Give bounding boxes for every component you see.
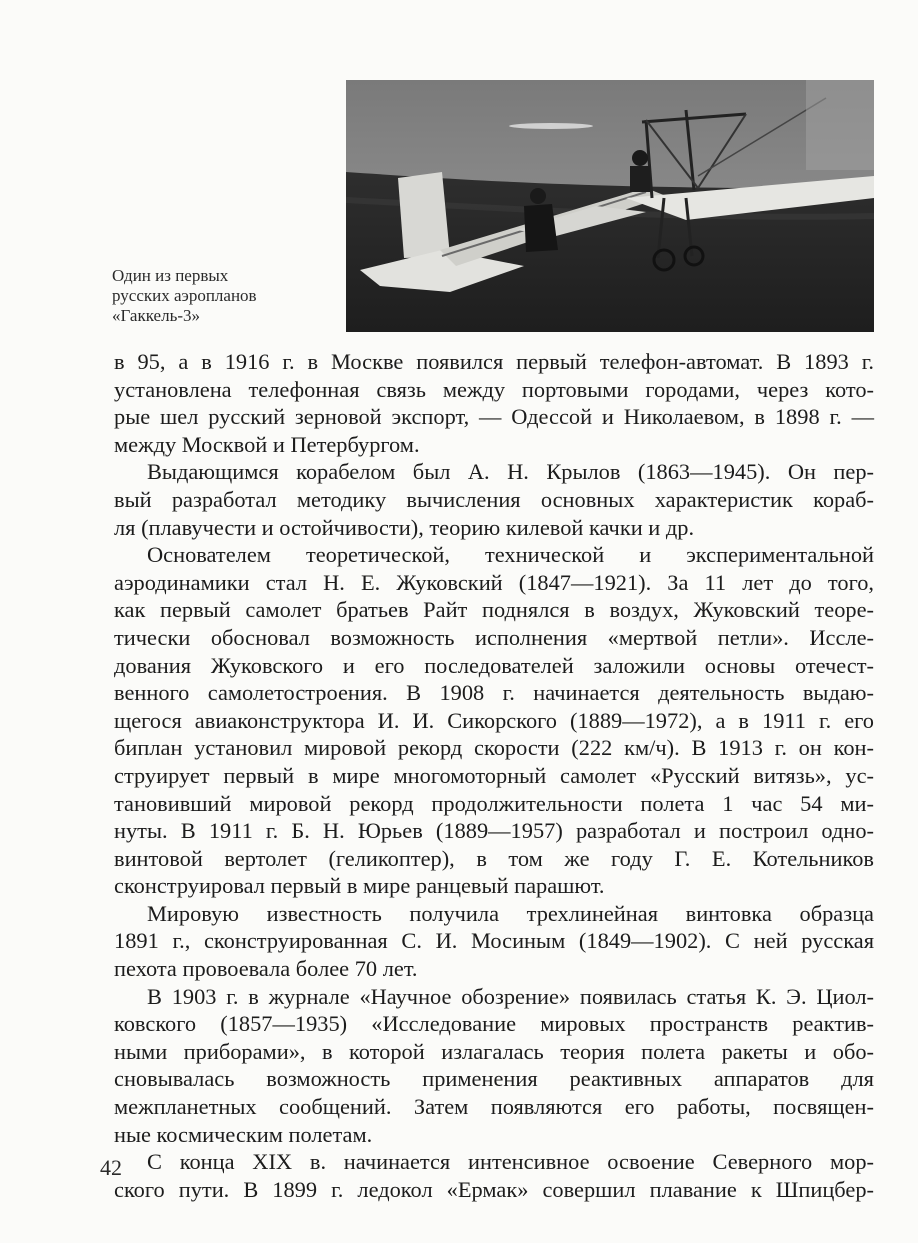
photo-caption — [112, 266, 342, 326]
text-line: как первый самолет братьев Райт поднялся в воздух, Жуковский теоре- — [114, 597, 874, 623]
text-line: Основателем теоретической, технической и экспериментальной — [147, 542, 874, 568]
text-line: биплан установил мировой рекорд скорости (222 км/ч). В 1913 г. он кон- — [114, 735, 874, 761]
text-line: между Москвой и Петербургом. — [114, 431, 420, 457]
text-line: ковского (1857—1935) «Исследование мировых пространств реактив- — [114, 1011, 874, 1037]
text-line: Мировую известность получила трехлинейная винтовка образца — [147, 900, 874, 926]
text-line: винтовой вертолет (геликоптер), в том же году Г. Е. Котельников — [114, 845, 874, 871]
text-line: межпланетных сообщений. Затем появляются его работы, посвящен- — [114, 1094, 874, 1120]
text-line: ля (плавучести и остойчивости), теорию килевой качки и др. — [114, 514, 695, 540]
paragraph — [114, 458, 874, 541]
text-line: щегося авиаконструктора И. И. Сикорского (1889—1972), а в 1911 г. его — [114, 707, 874, 733]
paragraph — [114, 983, 874, 1149]
text-line: венного самолетостроения. В 1908 г. начинается деятельность выдаю- — [114, 680, 874, 706]
airplane-photo — [346, 80, 874, 332]
text-line: ными приборами», в которой излагалась теория полета ракеты и обо- — [114, 1038, 874, 1064]
paragraph — [114, 1148, 874, 1203]
paragraph — [114, 348, 874, 458]
text-line: тановивший мировой рекорд продолжительности полета 1 час 54 ми- — [114, 790, 874, 816]
text-line: рые шел русский зерновой экспорт, — Одессой и Николаевом, в 1898 г. — — [114, 404, 874, 430]
text-line: струирует первый в мире многомоторный самолет «Русский витязь», ус- — [114, 762, 874, 788]
text-line: дования Жуковского и его последователей заложили основы отечест- — [114, 652, 874, 678]
caption-line: Один из первых — [112, 266, 229, 285]
text-line: тически обосновал возможность исполнения «мертвой петли». Иссле- — [114, 624, 874, 650]
paragraph — [114, 900, 874, 983]
text-line: 1891 г., сконструированная С. И. Мосиным (1849—1902). С ней русская — [114, 928, 874, 954]
text-line: в 95, а в 1916 г. в Москве появился первый телефон-автомат. В 1893 г. — [114, 349, 874, 374]
text-line: вый разработал методику вычисления основных характеристик кораб- — [114, 486, 874, 512]
text-line: сконструировал первый в мире ранцевый парашют. — [114, 873, 605, 899]
paragraph — [114, 541, 874, 900]
text-line: пехота провоевала более 70 лет. — [114, 956, 418, 982]
text-line: С конца XIX в. начинается интенсивное освоение Северного мор- — [147, 1149, 874, 1175]
caption-line: русских аэропланов — [112, 286, 257, 305]
text-line: В 1903 г. в журнале «Научное обозрение» появилась статья К. Э. Циол- — [147, 983, 874, 1009]
text-line: ные космическим полетам. — [114, 1121, 373, 1147]
body-text — [114, 348, 874, 1203]
text-line: аэродинамики стал Н. Е. Жуковский (1847—1921). За 11 лет до того, — [114, 569, 874, 595]
text-line: сновывалась возможность применения реактивных аппаратов для — [114, 1066, 874, 1092]
caption-line: «Гаккель-3» — [112, 306, 200, 325]
text-line: ского пути. В 1899 г. ледокол «Ермак» совершил плавание к Шпицбер- — [114, 1176, 874, 1202]
page-number: 42 — [100, 1155, 122, 1180]
text-line: установлена телефонная связь между портовыми городами, через кото- — [114, 376, 874, 402]
text-line: Выдающимся корабелом был А. Н. Крылов (1863—1945). Он пер- — [147, 459, 874, 485]
text-line: нуты. В 1911 г. Б. Н. Юрьев (1889—1957) разработал и построил одно- — [114, 818, 874, 844]
